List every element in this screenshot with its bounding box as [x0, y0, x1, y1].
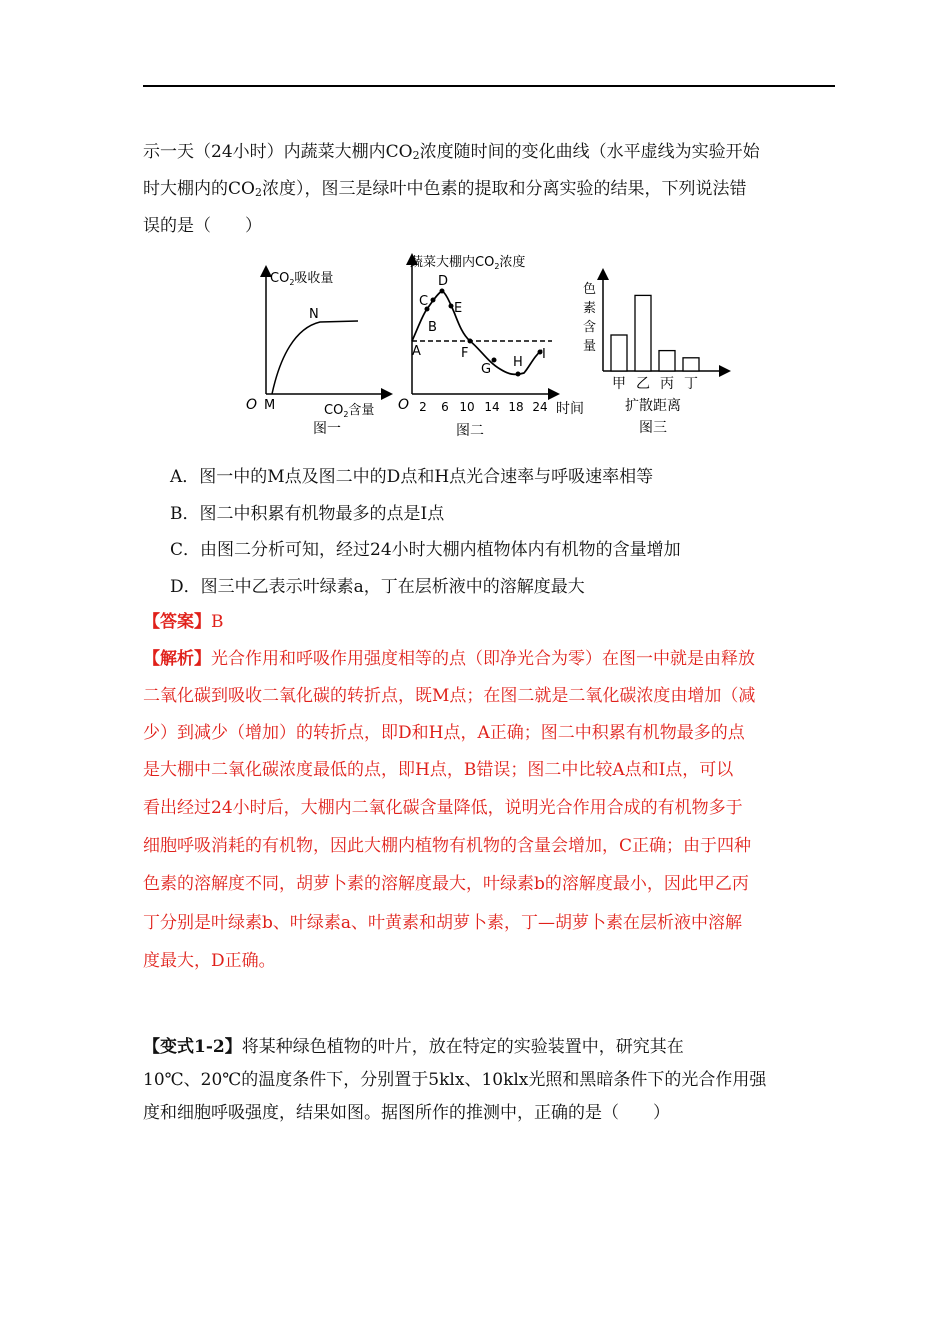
fig3-category: 丙: [660, 376, 674, 392]
answer-value: B: [211, 612, 224, 632]
fig2-origin: O: [398, 397, 410, 413]
question-line-2: 时大棚内的CO2浓度），图三是绿叶中色素的提取和分离实验的结果，下列说法错: [143, 179, 747, 199]
fig2-x-label: 时间: [556, 401, 584, 417]
fig1-point-m: M: [264, 398, 276, 413]
fig2-label-i: I: [542, 347, 546, 362]
fig2-tick: 14: [484, 400, 500, 414]
fig3-bar-丙: [659, 351, 675, 371]
fig2-dot-f: [468, 339, 473, 344]
analysis-line: 丁分别是叶绿素b、叶绿素a、叶黄素和胡萝卜素，丁—胡萝卜素在层析液中溶解: [143, 913, 743, 933]
fig2-label-a: A: [412, 344, 421, 359]
answer-label: 【答案】: [143, 612, 211, 632]
fig1-origin: O: [246, 397, 258, 413]
fig3-categories: [612, 376, 698, 392]
fig2-label-b: B: [428, 320, 437, 335]
variant-label: 【变式1-2】: [143, 1037, 242, 1057]
fig3-category: 甲: [612, 376, 626, 392]
fig2-points: [412, 274, 546, 377]
variant-line-1: 【变式1-2】将某种绿色植物的叶片，放在特定的实验装置中，研究其在: [143, 1037, 684, 1057]
option-d: D．图三中乙表示叶绿素a，丁在层析液中的溶解度最大: [170, 577, 585, 597]
fig2-label-c: C: [419, 294, 429, 309]
fig2-label-d: D: [438, 274, 449, 289]
fig1-point-n: N: [309, 307, 319, 322]
fig3-category: 乙: [636, 376, 650, 392]
fig3-bar-丁: [683, 358, 699, 371]
fig3-category: 丁: [684, 376, 698, 392]
fig2-title: 蔬菜大棚内$CO_2$浓度: [410, 255, 526, 271]
figure-three: [578, 265, 733, 443]
fig2-dot-c: [431, 298, 436, 303]
fig3-y-char: 含: [583, 320, 597, 335]
question-line-1: 示一天（24小时）内蔬菜大棚内CO2浓度随时间的变化曲线（水平虚线为实验开始: [143, 142, 760, 162]
fig2-caption: 图二: [456, 423, 484, 439]
option-b: B．图二中积累有机物最多的点是I点: [170, 504, 445, 524]
fig3-caption: 图三: [639, 420, 667, 436]
fig3-bars: [611, 295, 699, 371]
fig3-y-char: 素: [583, 301, 597, 316]
fig2-label-h: H: [513, 355, 523, 370]
fig2-tick: 10: [459, 400, 475, 414]
fig2-ticks: [419, 400, 547, 414]
fig2-dot-e: [449, 304, 454, 309]
analysis-line: 度最大，D正确。: [143, 951, 276, 971]
fig2-dot-h: [516, 372, 521, 377]
analysis-line: 是大棚中二氧化碳浓度最低的点，即H点，B错误；图二中比较A点和I点，可以: [143, 760, 734, 780]
fig2-dot-g: [492, 358, 497, 363]
answer-line: [143, 610, 224, 634]
analysis-label: 【解析】: [143, 649, 211, 669]
figure-two: [392, 248, 602, 443]
fig1-x-label: $CO_2$含量: [324, 403, 375, 419]
fig2-tick: 18: [508, 400, 524, 414]
question-line-3: 误的是（ ）: [143, 216, 262, 236]
header-rule: [143, 85, 835, 87]
fig3-bar-甲: [611, 335, 627, 371]
fig1-y-label: $CO_2$吸收量: [270, 271, 334, 287]
analysis-line-1: 【解析】光合作用和呼吸作用强度相等的点（即净光合为零）在图一中就是由释放: [143, 649, 755, 669]
fig3-x-label: 扩散距离: [625, 398, 681, 414]
fig2-tick: 24: [532, 400, 548, 414]
fig2-label-e: E: [454, 301, 463, 316]
option-a: A．图一中的M点及图二中的D点和H点光合速率与呼吸速率相等: [170, 467, 654, 487]
figure-one: [240, 262, 395, 442]
fig3-y-char: 量: [583, 339, 597, 354]
fig3-y-label: [583, 282, 596, 354]
fig2-tick: 2: [419, 400, 427, 414]
analysis-line: 细胞呼吸消耗的有机物，因此大棚内植物有机物的含量会增加，C正确；由于四种: [143, 836, 752, 856]
option-c: C．由图二分析可知，经过24小时大棚内植物体内有机物的含量增加: [170, 540, 681, 560]
fig3-bar-乙: [635, 295, 651, 371]
variant-line-2: 10℃、20℃的温度条件下，分别置于5klx、10klx光照和黑暗条件下的光合作用强: [143, 1070, 767, 1090]
analysis-line: 色素的溶解度不同，胡萝卜素的溶解度最大，叶绿素b的溶解度最小，因此甲乙丙: [143, 874, 749, 894]
analysis-line: 看出经过24小时后，大棚内二氧化碳含量降低，说明光合作用合成的有机物多于: [143, 798, 743, 818]
fig2-dot-d: [440, 289, 445, 294]
fig3-y-char: 色: [583, 282, 597, 297]
fig2-label-f: F: [461, 346, 469, 361]
fig1-curve: [272, 321, 358, 394]
fig1-caption: 图一: [313, 421, 341, 437]
fig2-label-g: G: [481, 362, 492, 377]
analysis-line: 二氧化碳到吸收二氧化碳的转折点，既M点；在图二就是二氧化碳浓度由增加（减: [143, 686, 756, 706]
fig2-tick: 6: [441, 400, 449, 414]
variant-line-3: 度和细胞呼吸强度，结果如图。据图所作的推测中，正确的是（ ）: [143, 1103, 670, 1123]
analysis-line: 少）到减少（增加）的转折点，即D和H点，A正确；图二中积累有机物最多的点: [143, 723, 745, 743]
